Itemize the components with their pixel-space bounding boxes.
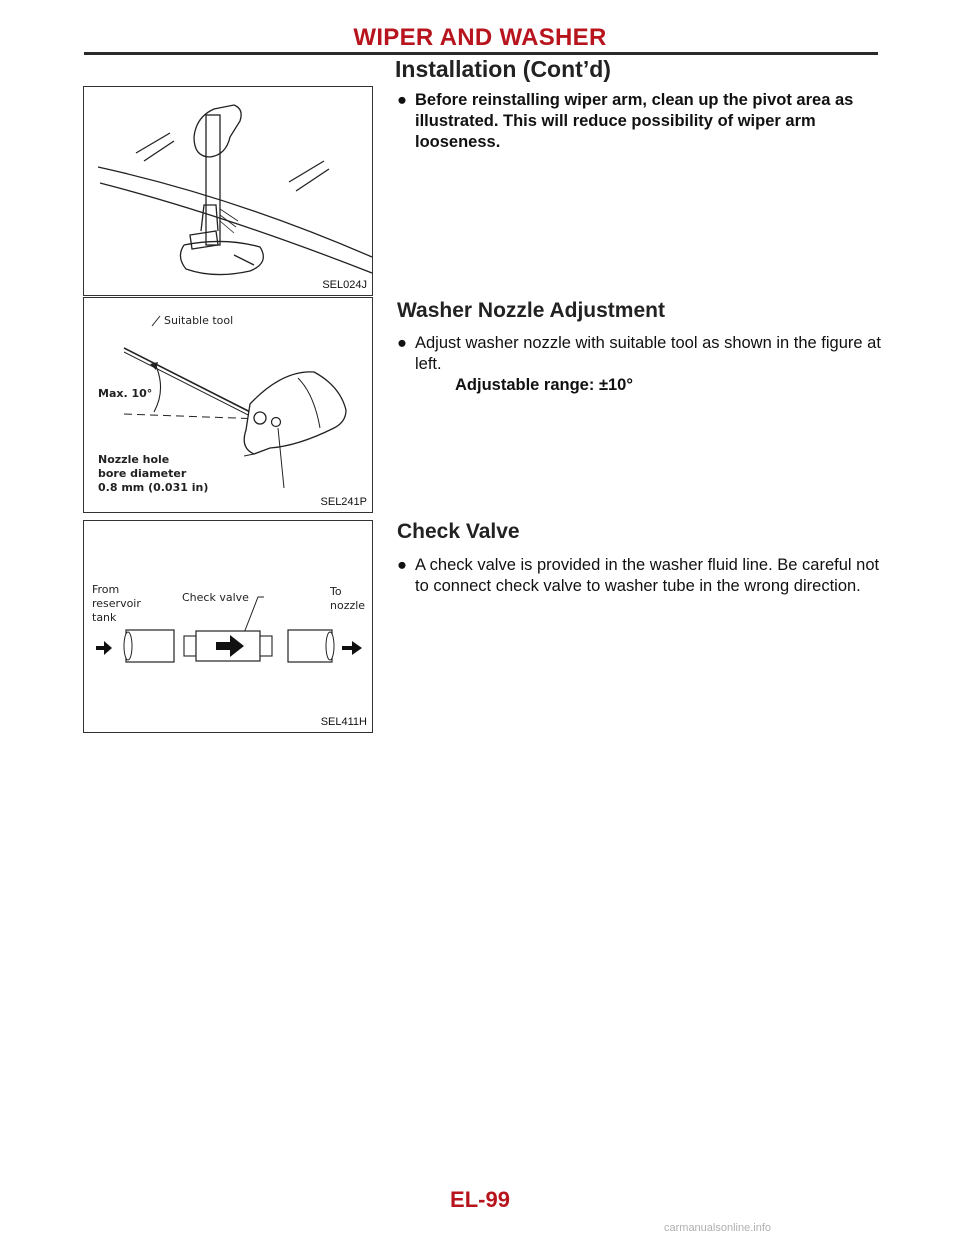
nozzle-adjustment-illustration <box>84 298 374 514</box>
section-header: WIPER AND WASHER <box>353 24 607 51</box>
bullet-pivot-cleaning <box>397 90 887 153</box>
spec-adjustable-range: Adjustable range: ±10° <box>455 376 633 394</box>
paragraph-pivot-cleaning: Before reinstalling wiper arm, clean up the pivot area as illustrated. This will reduce possibility of wiper arm looseness. <box>415 91 854 151</box>
figure-code: SEL241P <box>320 496 367 508</box>
label-max-angle: Max. 10° <box>98 387 153 400</box>
wiper-pivot-illustration <box>84 87 374 297</box>
label-nozzle-hole: Nozzle hole <box>98 453 170 466</box>
label-bore-diameter: bore diameter <box>98 467 187 480</box>
page-number: EL-99 <box>450 1187 510 1212</box>
label-from: From <box>92 583 120 596</box>
paragraph-check-valve: A check valve is provided in the washer fluid line. Be careful not to connect check valve to washer tube in the wrong direction. <box>415 556 880 595</box>
label-nozzle: nozzle <box>330 599 366 612</box>
check-valve-illustration <box>84 521 374 734</box>
page-subtitle: Installation (Cont’d) <box>395 56 611 82</box>
watermark: carmanualsonline.info <box>664 1222 772 1234</box>
label-reservoir: reservoir <box>92 597 141 610</box>
label-bore-size: 0.8 mm (0.031 in) <box>98 481 209 494</box>
label-check-valve: Check valve <box>182 591 249 604</box>
bullet-icon: ● <box>397 556 407 574</box>
bullet-icon: ● <box>397 91 407 109</box>
label-tank: tank <box>92 611 117 624</box>
label-to: To <box>330 585 342 598</box>
figure-code: SEL024J <box>322 279 367 291</box>
paragraph-washer-nozzle: Adjust washer nozzle with suitable tool as shown in the figure at left. <box>415 334 881 373</box>
bullet-check-valve <box>397 555 887 597</box>
figure-code: SEL411H <box>320 716 367 728</box>
section-title-check-valve: Check Valve <box>397 520 520 543</box>
header-rule <box>84 52 878 55</box>
figure-check-valve <box>83 520 373 733</box>
figure-wiper-pivot-cleaning <box>83 86 373 296</box>
bullet-washer-nozzle <box>397 333 887 396</box>
section-title-washer-nozzle: Washer Nozzle Adjustment <box>397 299 665 322</box>
bullet-icon: ● <box>397 334 407 352</box>
figure-washer-nozzle-adjustment <box>83 297 373 513</box>
label-suitable-tool: Suitable tool <box>164 314 234 327</box>
